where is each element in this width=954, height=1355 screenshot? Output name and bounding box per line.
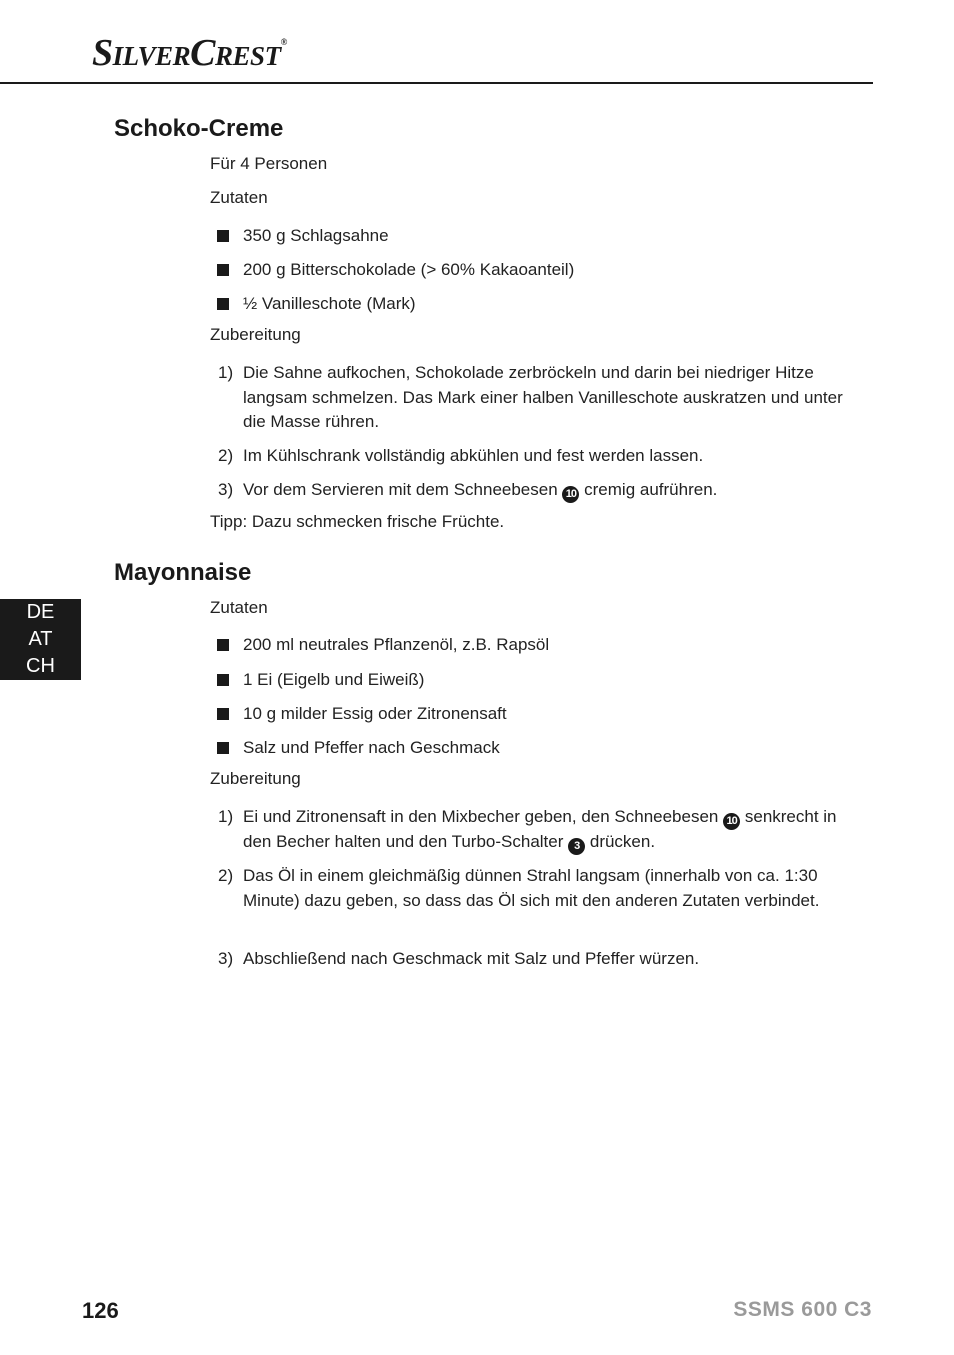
step-text: Die Sahne aufkochen, Schokolade zerbröckeln und darin bei niedriger Hitze langsam schmelzen. Das Mark einer halben Vanilleschote auskratzen und unter die Masse rühren.	[243, 363, 843, 431]
step-text: Im Kühlschrank vollständig abkühlen und fest werden lassen.	[243, 446, 704, 465]
step-text: Ei und Zitronensaft in den Mixbecher geben, den Schneebesen 10 senkrecht in den Becher halten und den Turbo-Schalter 3 drücken.	[243, 805, 843, 855]
language-code: CH	[26, 655, 55, 677]
ingredient-item: 200 ml neutrales Pflanzenöl, z.B. Rapsöl	[243, 635, 550, 654]
language-code: AT	[28, 628, 53, 650]
ingredient-item: 200 g Bitterschokolade (> 60% Kakaoanteil)	[243, 260, 575, 279]
servings-text: Für 4 Personen	[210, 154, 328, 173]
part-ref-10-icon: 10	[723, 813, 740, 830]
part-ref-3-icon: 3	[568, 838, 585, 855]
ingredient-item: 10 g milder Essig oder Zitronensaft	[243, 704, 507, 723]
step-text: Das Öl in einem gleichmäßig dünnen Strahl langsam (innerhalb von ca. 1:30 Minute) dazu geben, so dass das Öl sich mit den anderen Zutaten verbindet.	[243, 866, 820, 910]
step-number: 1)	[218, 363, 234, 382]
language-tab	[0, 599, 81, 680]
ingredient-item: 350 g Schlagsahne	[243, 226, 389, 245]
step-text: Vor dem Servieren mit dem Schneebesen 10 cremig aufrühren.	[243, 478, 843, 503]
preparation-heading: Zubereitung	[210, 769, 301, 788]
ingredient-item: Salz und Pfeffer nach Geschmack	[243, 738, 500, 757]
bullet-icon	[217, 639, 229, 651]
step-number: 1)	[218, 807, 234, 826]
tip-text: Tipp: Dazu schmecken frische Früchte.	[210, 512, 505, 531]
language-code: DE	[26, 601, 55, 623]
bullet-icon	[217, 230, 229, 242]
bullet-icon	[217, 264, 229, 276]
ingredients-heading: Zutaten	[210, 598, 268, 617]
bullet-icon	[217, 298, 229, 310]
ingredients-heading: Zutaten	[210, 188, 268, 207]
step-number: 3)	[218, 480, 234, 499]
section-title-mayonnaise: Mayonnaise	[114, 559, 252, 586]
preparation-heading: Zubereitung	[210, 325, 301, 344]
silvercrest-logo: SILVERCREST®	[92, 32, 287, 74]
bullet-icon	[217, 742, 229, 754]
bullet-icon	[217, 708, 229, 720]
ingredient-item: 1 Ei (Eigelb und Eiweiß)	[243, 670, 425, 689]
ingredient-item: ½ Vanilleschote (Mark)	[243, 294, 416, 313]
step-number: 3)	[218, 949, 234, 968]
model-number: SSMS 600 C3	[733, 1298, 872, 1321]
step-number: 2)	[218, 446, 234, 465]
section-title-schoko-creme: Schoko-Creme	[114, 115, 284, 142]
step-number: 2)	[218, 866, 234, 885]
bullet-icon	[217, 674, 229, 686]
step-text: Abschließend nach Geschmack mit Salz und Pfeffer würzen.	[243, 949, 700, 968]
part-ref-10-icon: 10	[562, 486, 579, 503]
header-rule	[0, 82, 873, 84]
page-number: 126	[82, 1298, 119, 1323]
